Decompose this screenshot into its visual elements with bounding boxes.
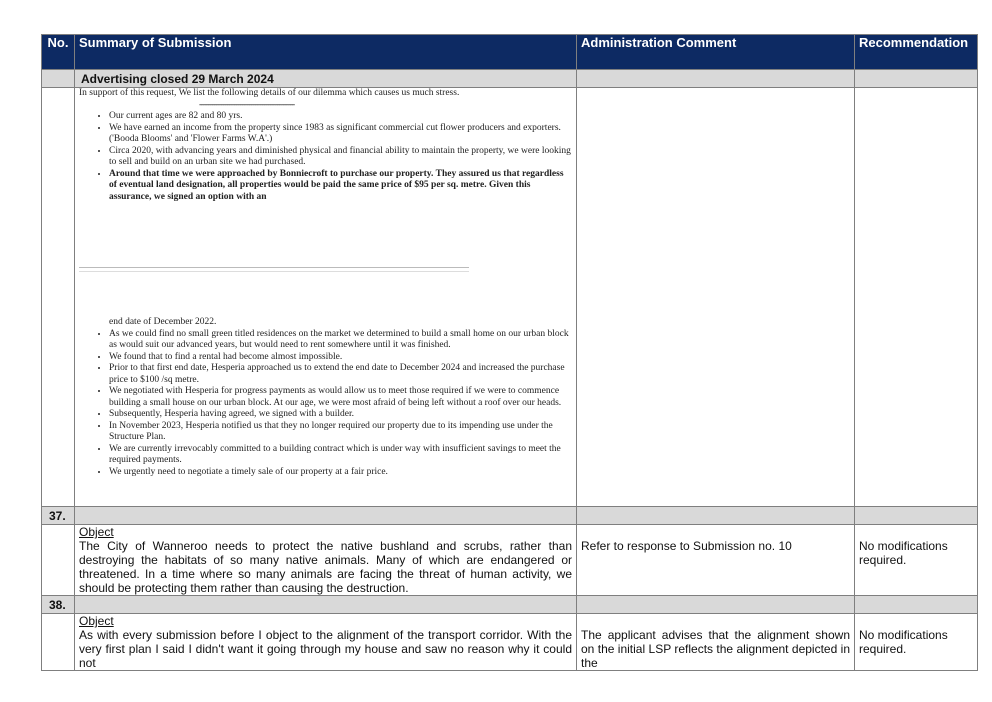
letter-bullets-part2: [79, 329, 572, 479]
page-break-gap: [79, 203, 572, 283]
letter-intro: In support of this request, We list the following details of our dilemma which causes us much stress.: [79, 88, 460, 98]
scanned-letter-row: [42, 88, 978, 507]
submission-37-row: [42, 525, 978, 596]
submission-38-number-row: [42, 596, 978, 614]
letter-bullet: • Our current ages are 82 and 80 yrs.: [109, 111, 572, 123]
letter-bullet: • Prior to that first end date, Hesperia approached us to extend the end date to December 2024 and increased the purchase price to $100 /sq metre.: [109, 363, 572, 386]
letter-bullet: • We are currently irrevocably committed to a building contract which is under way with insufficient savings to meet the required payments.: [109, 444, 572, 467]
scan-line: [79, 271, 469, 272]
header-recommendation: Recommendation: [855, 35, 978, 70]
header-no: No.: [42, 35, 75, 70]
header-summary: Summary of Submission: [75, 35, 577, 70]
letter-divider: --------------------------------------------: [199, 99, 295, 110]
scan-line: [79, 267, 469, 268]
recommendation: No modifications required.: [855, 525, 978, 596]
letter-bullet: • We have earned an income from the property since 1983 as significant commercial cut flower producers and exporters. ('Booda Blooms' and 'Flower Farms W.A'.): [109, 123, 572, 146]
header-admin-comment: Administration Comment: [577, 35, 855, 70]
letter-bullet: • We urgently need to negotiate a timely sale of our property at a fair price.: [109, 467, 572, 479]
letter-bullet: • We negotiated with Hesperia for progress payments as would allow us to meet those required if we were to commence building a small house on our urban block. At our age, we were most afraid of being left without a roof over our heads.: [109, 386, 572, 409]
scanned-letter: [75, 88, 577, 507]
recommendation: No modifications required.: [855, 614, 978, 671]
submission-text: The City of Wanneroo needs to protect the native bushland and scrubs, rather than destroying the habitats of so many native animals. Many of which are endangered or threatened. In a time where so many animals are facing the threat of human activity, we should be protecting them rather than causing the destruction.: [79, 539, 572, 595]
submission-38-row: [42, 614, 978, 671]
submissions-table: [41, 34, 978, 671]
admin-comment: The applicant advises that the alignment shown on the initial LSP reflects the alignment depicted in the: [577, 614, 855, 671]
letter-bullet: • In November 2023, Hesperia notified us that they no longer required our property due to its impending use under the Structure Plan.: [109, 421, 572, 444]
submission-summary: [75, 614, 577, 671]
admin-comment: Refer to response to Submission no. 10: [577, 525, 855, 596]
letter-bullet: • We found that to find a rental had become almost impossible.: [109, 352, 572, 364]
submission-number: 38.: [42, 596, 75, 614]
letter-bullet: • As we could find no small green titled residences on the market we determined to build a small home on our urban block as would suit our advanced years, but would need to rent somewhere until it was finished.: [109, 329, 572, 352]
submission-summary: [75, 525, 577, 596]
advertising-closed-label: Advertising closed 29 March 2024: [75, 70, 577, 88]
letter-continuation: end date of December 2022.: [109, 317, 217, 327]
advertising-band-row: [42, 70, 978, 88]
letter-bullet: • Circa 2020, with advancing years and diminished physical and financial ability to maintain the property, we were looking to sell and build on an urban site we had purchased.: [109, 146, 572, 169]
submission-number: 37.: [42, 507, 75, 525]
submission-37-number-row: [42, 507, 978, 525]
submission-heading: Object: [79, 614, 114, 628]
submission-text: As with every submission before I object to the alignment of the transport corridor. With the very first plan I said I didn't want it going through my house and saw no reason why it could not: [79, 628, 572, 670]
letter-bullet: • Around that time we were approached by Bonniecroft to purchase our property. They assured us that regardless of eventual land designation, all properties would be paid the same price of $95 per sq. metre. Given this assurance, we signed an option with an: [109, 169, 572, 204]
submission-heading: Object: [79, 525, 114, 539]
letter-bullet: • Subsequently, Hesperia having agreed, we signed with a builder.: [109, 409, 572, 421]
letter-bullets-part1: [79, 111, 572, 203]
header-row: [42, 35, 978, 70]
